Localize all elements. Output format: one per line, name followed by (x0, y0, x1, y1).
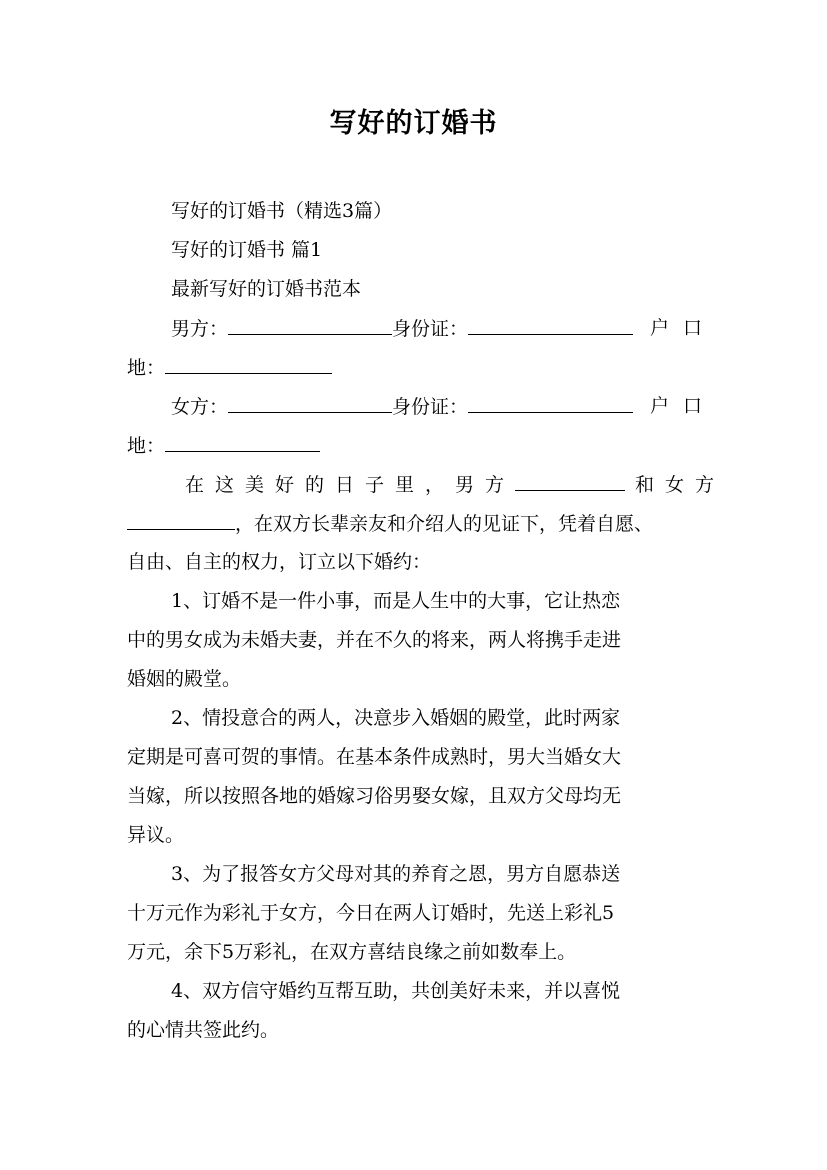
clause-4-line-2: 的心情共签此约。 (127, 1019, 280, 1041)
section-heading: 写好的订婚书 篇1 (171, 239, 323, 261)
clause-2-line-2: 定期是可喜可贺的事情。在基本条件成熟时，男大当婚女大 (127, 746, 622, 768)
male-id-blank (468, 316, 633, 335)
intro-lead: 在这美好的日子里，男方 (185, 474, 516, 496)
male-hukou-blank (165, 355, 332, 374)
clause-4-line-1: 4、双方信守婚约互帮互助，共创美好未来，并以喜悦 (171, 980, 621, 1002)
female-hukou-label: 户口 (649, 395, 716, 417)
male-label-group (171, 316, 633, 341)
male-party-row (171, 316, 716, 341)
intro-female-blank (127, 511, 235, 530)
intro-line-1 (185, 472, 726, 497)
female-id-label: 身份证： (392, 396, 469, 418)
male-id-label: 身份证： (392, 318, 469, 340)
intro-mid: 和女方 (635, 474, 726, 496)
clause-3-line-3: 万元，余下5万彩礼，在双方喜结良缘之前如数奉上。 (127, 941, 577, 963)
clause-2-line-3: 当嫁，所以按照各地的婚嫁习俗男娶女嫁，且双方父母均无 (127, 785, 622, 807)
male-hukou-label-end: 地： (127, 357, 166, 379)
template-heading: 最新写好的订婚书范本 (171, 278, 362, 300)
male-hukou-label: 户口 (649, 317, 716, 339)
female-label: 女方： (171, 396, 229, 418)
clause-1-line-1: 1、订婚不是一件小事，而是人生中的大事，它让热恋 (171, 590, 621, 612)
clause-3-line-2: 十万元作为彩礼于女方，今日在两人订婚时，先送上彩礼5 (127, 902, 615, 924)
male-hukou-row (127, 355, 702, 380)
clause-2-line-1: 2、情投意合的两人，决意步入婚姻的殿堂，此时两家 (171, 707, 621, 729)
female-hukou-row (127, 433, 702, 458)
document-title: 写好的订婚书 (329, 108, 498, 139)
clause-2-line-4: 异议。 (127, 824, 185, 846)
female-name-blank (228, 394, 392, 413)
clause-3-line-1: 3、为了报答女方父母对其的养育之恩，男方自愿恭送 (171, 863, 621, 885)
intro-male-blank (515, 472, 625, 491)
male-name-blank (228, 316, 392, 335)
female-label-group (171, 394, 633, 419)
female-hukou-blank (165, 433, 320, 452)
intro-rest: ，在双方长辈亲友和介绍人的见证下，凭着自愿、 (235, 513, 654, 535)
female-id-blank (468, 394, 633, 413)
intro-line-3: 自由、自主的权力，订立以下婚约： (127, 551, 432, 573)
subtitle: 写好的订婚书（精选3篇） (171, 200, 393, 222)
female-hukou-label-end: 地： (127, 435, 166, 457)
clause-1-line-2: 中的男女成为未婚夫妻，并在不久的将来，两人将携手走进 (127, 629, 622, 651)
clause-1-line-3: 婚姻的殿堂。 (127, 668, 242, 690)
intro-line-2 (127, 511, 702, 536)
female-party-row (171, 394, 716, 419)
male-label: 男方： (171, 318, 229, 340)
